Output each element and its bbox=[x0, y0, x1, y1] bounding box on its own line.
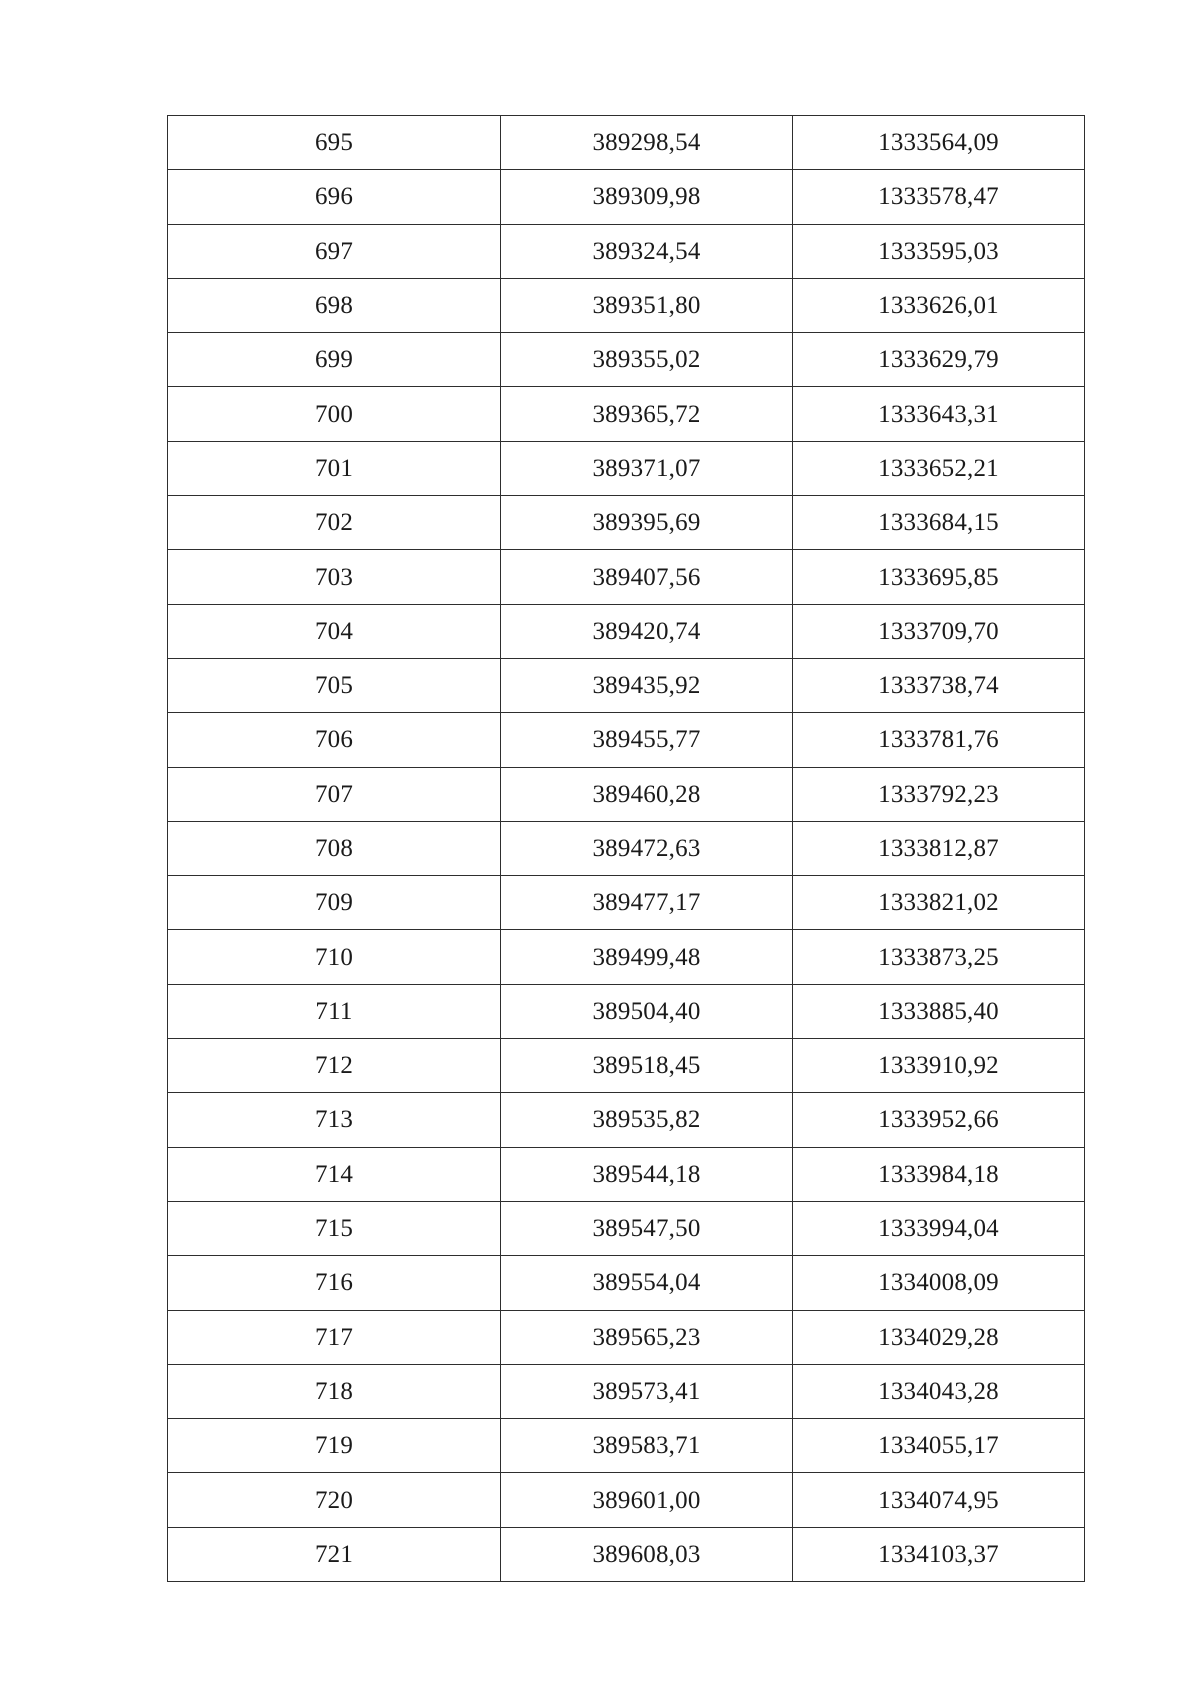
point-number-cell: 700 bbox=[168, 387, 501, 441]
x-coordinate-cell: 389455,77 bbox=[501, 713, 793, 767]
table-row bbox=[168, 1147, 1085, 1201]
x-coordinate-cell: 389547,50 bbox=[501, 1201, 793, 1255]
x-coordinate-cell: 389608,03 bbox=[501, 1527, 793, 1581]
table-row bbox=[168, 876, 1085, 930]
x-coordinate-cell: 389371,07 bbox=[501, 441, 793, 495]
table-row bbox=[168, 1473, 1085, 1527]
x-coordinate-cell: 389565,23 bbox=[501, 1310, 793, 1364]
y-coordinate-cell: 1333984,18 bbox=[793, 1147, 1085, 1201]
point-number-cell: 715 bbox=[168, 1201, 501, 1255]
x-coordinate-cell: 389365,72 bbox=[501, 387, 793, 441]
x-coordinate-cell: 389351,80 bbox=[501, 278, 793, 332]
y-coordinate-cell: 1333629,79 bbox=[793, 333, 1085, 387]
x-coordinate-cell: 389420,74 bbox=[501, 604, 793, 658]
point-number-cell: 708 bbox=[168, 821, 501, 875]
point-number-cell: 720 bbox=[168, 1473, 501, 1527]
y-coordinate-cell: 1333792,23 bbox=[793, 767, 1085, 821]
table-row bbox=[168, 604, 1085, 658]
y-coordinate-cell: 1333564,09 bbox=[793, 116, 1085, 170]
point-number-cell: 721 bbox=[168, 1527, 501, 1581]
table-row bbox=[168, 116, 1085, 170]
point-number-cell: 705 bbox=[168, 658, 501, 712]
x-coordinate-cell: 389583,71 bbox=[501, 1419, 793, 1473]
point-number-cell: 716 bbox=[168, 1256, 501, 1310]
y-coordinate-cell: 1333910,92 bbox=[793, 1039, 1085, 1093]
point-number-cell: 707 bbox=[168, 767, 501, 821]
x-coordinate-cell: 389460,28 bbox=[501, 767, 793, 821]
point-number-cell: 696 bbox=[168, 170, 501, 224]
point-number-cell: 712 bbox=[168, 1039, 501, 1093]
point-number-cell: 714 bbox=[168, 1147, 501, 1201]
point-number-cell: 698 bbox=[168, 278, 501, 332]
point-number-cell: 706 bbox=[168, 713, 501, 767]
x-coordinate-cell: 389298,54 bbox=[501, 116, 793, 170]
y-coordinate-cell: 1333781,76 bbox=[793, 713, 1085, 767]
y-coordinate-cell: 1333652,21 bbox=[793, 441, 1085, 495]
x-coordinate-cell: 389518,45 bbox=[501, 1039, 793, 1093]
table-row bbox=[168, 1093, 1085, 1147]
table-row bbox=[168, 767, 1085, 821]
table-row bbox=[168, 1310, 1085, 1364]
y-coordinate-cell: 1334103,37 bbox=[793, 1527, 1085, 1581]
point-number-cell: 710 bbox=[168, 930, 501, 984]
x-coordinate-cell: 389499,48 bbox=[501, 930, 793, 984]
coordinates-table bbox=[167, 115, 1085, 1582]
y-coordinate-cell: 1334008,09 bbox=[793, 1256, 1085, 1310]
y-coordinate-cell: 1333738,74 bbox=[793, 658, 1085, 712]
table-row bbox=[168, 387, 1085, 441]
x-coordinate-cell: 389395,69 bbox=[501, 496, 793, 550]
y-coordinate-cell: 1333626,01 bbox=[793, 278, 1085, 332]
y-coordinate-cell: 1333952,66 bbox=[793, 1093, 1085, 1147]
table-row bbox=[168, 278, 1085, 332]
x-coordinate-cell: 389472,63 bbox=[501, 821, 793, 875]
y-coordinate-cell: 1333873,25 bbox=[793, 930, 1085, 984]
x-coordinate-cell: 389504,40 bbox=[501, 984, 793, 1038]
y-coordinate-cell: 1333821,02 bbox=[793, 876, 1085, 930]
table-row bbox=[168, 1039, 1085, 1093]
point-number-cell: 713 bbox=[168, 1093, 501, 1147]
table-row bbox=[168, 550, 1085, 604]
y-coordinate-cell: 1334074,95 bbox=[793, 1473, 1085, 1527]
coordinates-table-body bbox=[168, 116, 1085, 1582]
y-coordinate-cell: 1333709,70 bbox=[793, 604, 1085, 658]
x-coordinate-cell: 389544,18 bbox=[501, 1147, 793, 1201]
table-row bbox=[168, 984, 1085, 1038]
y-coordinate-cell: 1333812,87 bbox=[793, 821, 1085, 875]
table-row bbox=[168, 224, 1085, 278]
x-coordinate-cell: 389324,54 bbox=[501, 224, 793, 278]
table-row bbox=[168, 1256, 1085, 1310]
y-coordinate-cell: 1334055,17 bbox=[793, 1419, 1085, 1473]
table-row bbox=[168, 713, 1085, 767]
point-number-cell: 699 bbox=[168, 333, 501, 387]
y-coordinate-cell: 1334043,28 bbox=[793, 1364, 1085, 1418]
y-coordinate-cell: 1333643,31 bbox=[793, 387, 1085, 441]
point-number-cell: 697 bbox=[168, 224, 501, 278]
point-number-cell: 717 bbox=[168, 1310, 501, 1364]
x-coordinate-cell: 389554,04 bbox=[501, 1256, 793, 1310]
x-coordinate-cell: 389477,17 bbox=[501, 876, 793, 930]
x-coordinate-cell: 389601,00 bbox=[501, 1473, 793, 1527]
x-coordinate-cell: 389573,41 bbox=[501, 1364, 793, 1418]
point-number-cell: 701 bbox=[168, 441, 501, 495]
point-number-cell: 702 bbox=[168, 496, 501, 550]
point-number-cell: 718 bbox=[168, 1364, 501, 1418]
x-coordinate-cell: 389435,92 bbox=[501, 658, 793, 712]
point-number-cell: 695 bbox=[168, 116, 501, 170]
y-coordinate-cell: 1333885,40 bbox=[793, 984, 1085, 1038]
table-row bbox=[168, 658, 1085, 712]
point-number-cell: 703 bbox=[168, 550, 501, 604]
x-coordinate-cell: 389535,82 bbox=[501, 1093, 793, 1147]
table-row bbox=[168, 441, 1085, 495]
y-coordinate-cell: 1333684,15 bbox=[793, 496, 1085, 550]
y-coordinate-cell: 1333595,03 bbox=[793, 224, 1085, 278]
x-coordinate-cell: 389407,56 bbox=[501, 550, 793, 604]
x-coordinate-cell: 389309,98 bbox=[501, 170, 793, 224]
table-row bbox=[168, 930, 1085, 984]
x-coordinate-cell: 389355,02 bbox=[501, 333, 793, 387]
y-coordinate-cell: 1333994,04 bbox=[793, 1201, 1085, 1255]
table-row bbox=[168, 821, 1085, 875]
table-row bbox=[168, 170, 1085, 224]
y-coordinate-cell: 1333695,85 bbox=[793, 550, 1085, 604]
table-row bbox=[168, 496, 1085, 550]
table-row bbox=[168, 333, 1085, 387]
point-number-cell: 711 bbox=[168, 984, 501, 1038]
table-row bbox=[168, 1527, 1085, 1581]
point-number-cell: 704 bbox=[168, 604, 501, 658]
table-row bbox=[168, 1201, 1085, 1255]
y-coordinate-cell: 1334029,28 bbox=[793, 1310, 1085, 1364]
table-row bbox=[168, 1364, 1085, 1418]
point-number-cell: 709 bbox=[168, 876, 501, 930]
y-coordinate-cell: 1333578,47 bbox=[793, 170, 1085, 224]
point-number-cell: 719 bbox=[168, 1419, 501, 1473]
table-row bbox=[168, 1419, 1085, 1473]
